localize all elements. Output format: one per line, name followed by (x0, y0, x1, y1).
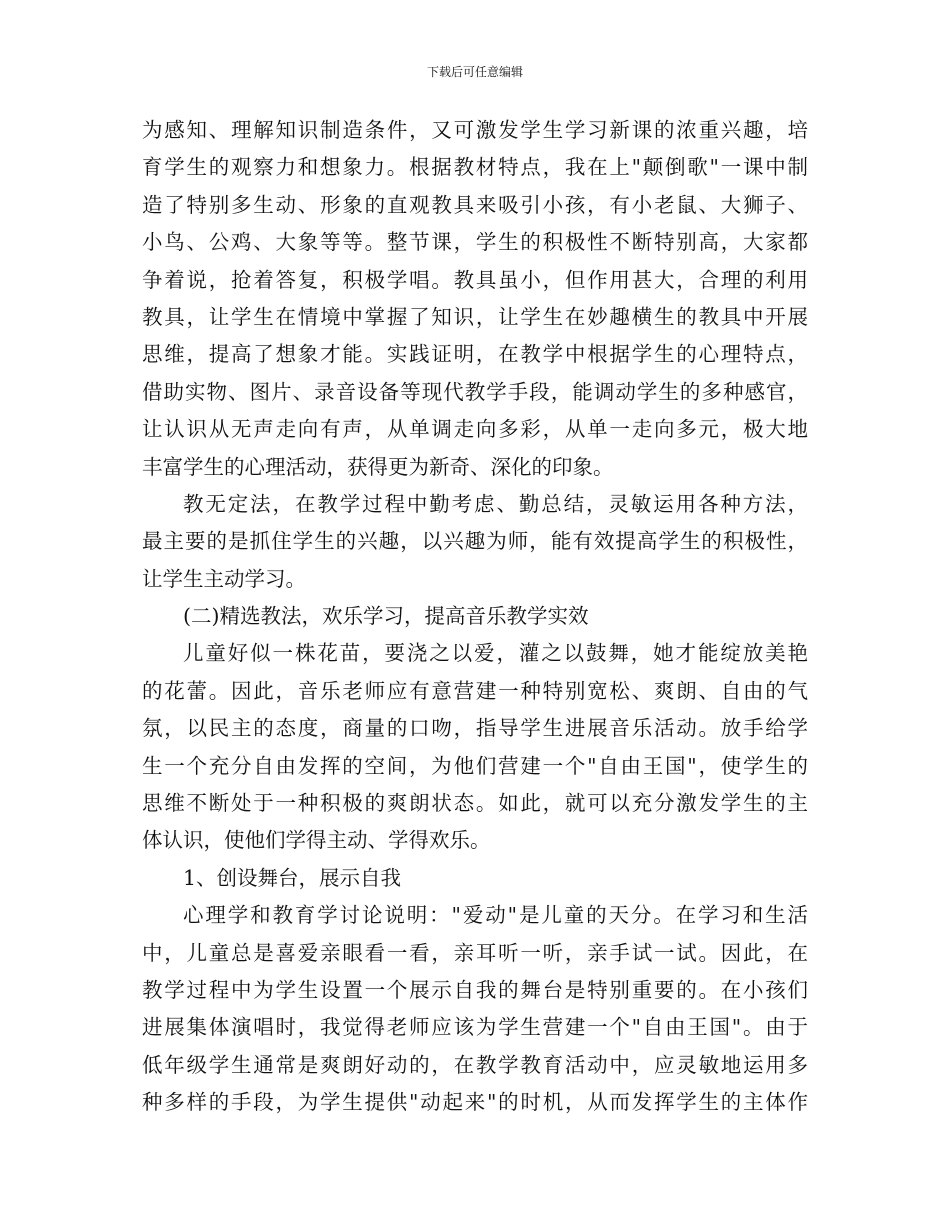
text-line: 为感知、理解知识制造条件，又可激发学生学习新课的浓重兴趣，培 (142, 118, 808, 142)
subsection-heading: 1、创设舞台，展示自我 (183, 865, 402, 890)
text-line: 让学生主动学习。 (142, 566, 306, 591)
text-line: 丰富学生的心理活动，获得更为新奇、深化的印象。 (142, 454, 614, 479)
text-line: 中，儿童总是喜爱亲眼看一看，亲耳听一听，亲手试一试。因此，在 (142, 940, 808, 965)
text-line: 争着说，抢着答复，积极学唱。教具虽小，但作用甚大，合理的利用 (142, 267, 808, 292)
document-body (142, 112, 808, 1122)
text-line: 儿童好似一株花苗，要浇之以爱，灌之以鼓舞，她才能绽放美艳 (183, 641, 808, 666)
text-line: 心理学和教育学讨论说明："爱动"是儿童的天分。在学习和生活 (183, 903, 808, 928)
text-line: 教具，让学生在情境中掌握了知识，让学生在妙趣横生的教具中开展 (142, 304, 808, 329)
text-line: 教学过程中为学生设置一个展示自我的舞台是特别重要的。在小孩们 (142, 977, 808, 1002)
text-line: 生一个充分自由发挥的空间，为他们营建一个"自由王国"，使学生的 (142, 753, 808, 778)
text-line: 进展集体演唱时，我觉得老师应该为学生营建一个"自由王国"。由于 (142, 1015, 808, 1040)
section-heading: (二)精选教法，欢乐学习，提高音乐教学实效 (183, 604, 589, 629)
text-line: 的花蕾。因此，音乐老师应有意营建一种特别宽松、爽朗、自由的气 (142, 678, 808, 703)
text-line: 思维，提高了想象才能。实践证明，在教学中根据学生的心理特点， (142, 342, 808, 367)
text-line: 小鸟、公鸡、大象等等。整节课，学生的积极性不断特别高，大家都 (142, 230, 808, 255)
text-line: 低年级学生通常是爽朗好动的，在教学教育活动中，应灵敏地运用多 (142, 1052, 808, 1077)
text-line: 最主要的是抓住学生的兴趣，以兴趣为师，能有效提高学生的积极性， (142, 529, 808, 554)
text-line: 体认识，使他们学得主动、学得欢乐。 (142, 828, 491, 853)
text-line: 思维不断处于一种积极的爽朗状态。如此，就可以充分激发学生的主 (142, 791, 808, 816)
text-line: 造了特别多生动、形象的直观教具来吸引小孩，有小老鼠、大狮子、 (142, 192, 808, 217)
text-line: 教无定法，在教学过程中勤考虑、勤总结，灵敏运用各种方法， (183, 491, 808, 516)
text-line: 氛，以民主的态度，商量的口吻，指导学生进展音乐活动。放手给学 (142, 716, 808, 741)
text-line: 让认识从无声走向有声，从单调走向多彩，从单一走向多元，极大地 (142, 417, 808, 442)
text-line: 借助实物、图片、录音设备等现代教学手段，能调动学生的多种感官， (142, 379, 808, 404)
page-header: 下载后可任意编辑 (426, 65, 523, 79)
text-line: 种多样的手段，为学生提供"动起来"的时机，从而发挥学生的主体作 (142, 1090, 808, 1115)
text-line: 育学生的观察力和想象力。根据教材特点，我在上"颠倒歌"一课中制 (142, 155, 808, 180)
